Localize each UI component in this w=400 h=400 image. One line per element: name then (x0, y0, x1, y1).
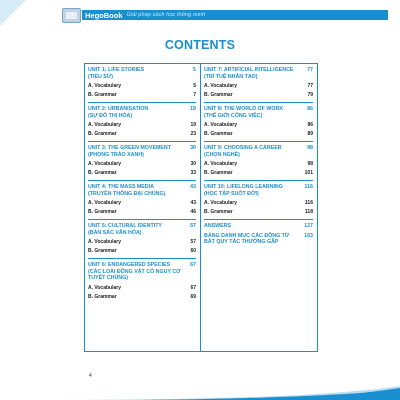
section-title-wrap (204, 184, 283, 197)
toc-entry-link[interactable] (88, 285, 196, 291)
entry-label: B. Grammar (204, 131, 233, 137)
section-title: UNIT 9: CHOOSING A CAREER (204, 145, 282, 151)
section-subtitle: (BẢN SẮC VĂN HÓA) (88, 229, 142, 236)
toc-section (201, 103, 317, 142)
toc-entry-link[interactable] (204, 209, 313, 215)
section-title: UNIT 2: URBANISATION (88, 106, 149, 112)
section-title: UNIT 10: LIFELONG LEARNING (204, 184, 283, 190)
section-title-wrap (204, 145, 282, 158)
entry-page: 98 (307, 161, 313, 167)
section-title-wrap (88, 223, 162, 236)
toc-entry-link[interactable] (204, 131, 313, 137)
section-subtitle: (THẾ GIỚI CÔNG VIỆC) (204, 112, 263, 119)
corner-decoration (0, 0, 26, 26)
section-heading-link[interactable] (88, 145, 196, 158)
section-subtitle: (TRUYỀN THÔNG ĐẠI CHÚNG) (88, 190, 166, 197)
entry-page: 118 (304, 209, 313, 215)
entry-page: 89 (307, 131, 313, 137)
entry-page: 60 (190, 248, 196, 254)
toc-entry-link[interactable] (204, 200, 313, 206)
section-heading-link[interactable] (88, 223, 196, 236)
section-title-wrap (204, 67, 293, 80)
section-title-wrap (88, 67, 144, 80)
section-page: 57 (190, 223, 196, 229)
toc-section (85, 181, 200, 220)
section-subtitle: (HỌC TẬP SUỐT ĐỜI) (204, 190, 259, 197)
section-subtitle: (CHỌN NGHỀ) (204, 151, 240, 158)
brand-name: HegoBook (85, 10, 123, 20)
section-page: 163 (304, 232, 313, 239)
section-page: 67 (190, 262, 196, 268)
entry-page: 79 (307, 92, 313, 98)
entry-label: A. Vocabulary (88, 161, 121, 167)
page-number: 4 (89, 373, 92, 379)
toc-section (201, 181, 317, 220)
toc-entry-link[interactable] (88, 294, 196, 300)
entry-label: B. Grammar (204, 209, 233, 215)
entry-label: A. Vocabulary (204, 83, 237, 89)
book-logo-icon (62, 8, 81, 23)
entry-label: A. Vocabulary (88, 284, 121, 291)
toc-section (85, 142, 200, 181)
entry-page: 43 (190, 200, 196, 206)
entry-page: 7 (193, 92, 196, 98)
entry-page: 116 (304, 200, 313, 206)
section-heading-link[interactable] (88, 67, 196, 80)
entry-label: A. Vocabulary (88, 122, 121, 128)
entry-label: A. Vocabulary (204, 200, 237, 206)
entry-page: 101 (304, 170, 313, 176)
toc-section (201, 64, 317, 103)
section-heading-link[interactable] (204, 67, 313, 80)
section-subtitle: BẤT QUY TẮC THƯỜNG GẶP (204, 239, 279, 245)
section-heading-link[interactable] (88, 106, 196, 119)
section-subtitle: (CÁC LOÀI ĐỘNG VẬT CÓ NGUY CƠ TUYỆT CHỦNG) (88, 268, 181, 281)
section-title-wrap (88, 184, 165, 197)
toc-entry-link[interactable] (88, 131, 196, 137)
toc-entry-link[interactable] (204, 170, 313, 176)
section-page: 30 (190, 145, 196, 151)
section-heading-link[interactable] (204, 145, 313, 158)
section-title-wrap (204, 106, 283, 119)
section-subtitle: (PHONG TRÀO XANH) (88, 151, 144, 158)
toc-section (85, 103, 200, 142)
entry-label: B. Grammar (88, 248, 117, 254)
section-title-wrap (204, 223, 231, 230)
section-title-wrap (88, 106, 148, 119)
toc-entry-link[interactable] (88, 161, 196, 167)
toc-entry-link[interactable] (88, 239, 196, 245)
entry-page: 77 (307, 83, 313, 89)
page-title: CONTENTS (164, 38, 236, 52)
entry-page: 30 (190, 161, 196, 167)
section-title-wrap (88, 145, 171, 158)
section-title: UNIT 3: THE GREEN MOVEMENT (88, 145, 171, 151)
entry-page: 69 (190, 293, 196, 300)
toc-section (201, 220, 317, 230)
entry-page: 23 (190, 131, 196, 137)
entry-page: 57 (190, 239, 196, 245)
section-page: 98 (307, 145, 313, 151)
entry-label: A. Vocabulary (88, 239, 121, 245)
toc-entry-link[interactable] (88, 248, 196, 254)
entry-page: 33 (190, 170, 196, 176)
entry-label: B. Grammar (204, 92, 233, 98)
entry-label: A. Vocabulary (204, 122, 237, 128)
section-subtitle: (TIỂU SỬ) (88, 73, 113, 80)
entry-page: 86 (307, 122, 313, 128)
entry-label: A. Vocabulary (88, 200, 121, 206)
entry-label: B. Grammar (204, 170, 233, 176)
entry-page: 46 (190, 209, 196, 215)
section-subtitle: (TRÍ TUỆ NHÂN TẠO) (204, 73, 258, 80)
brand-bar (82, 10, 388, 20)
section-page: 43 (190, 184, 196, 190)
entry-label: B. Grammar (88, 170, 117, 176)
toc-entry-link[interactable] (204, 161, 313, 167)
toc-section (85, 259, 200, 300)
toc-entry-link[interactable] (204, 83, 313, 89)
toc-section (201, 142, 317, 181)
section-title: ANSWERS (204, 223, 232, 229)
toc-section (201, 230, 317, 246)
toc-entry-link[interactable] (88, 122, 196, 128)
section-page: 116 (304, 184, 313, 190)
entry-page: 19 (190, 122, 196, 128)
section-title: UNIT 4: THE MASS MEDIA (88, 184, 154, 190)
section-page: 19 (190, 106, 196, 112)
entry-label: B. Grammar (88, 293, 117, 300)
entry-label: A. Vocabulary (204, 161, 237, 167)
toc-entry-link[interactable] (88, 170, 196, 176)
section-title-wrap (204, 233, 289, 246)
section-heading-link[interactable] (88, 262, 196, 282)
entry-label: B. Grammar (88, 92, 117, 98)
toc-entry-link[interactable] (204, 122, 313, 128)
section-heading-link[interactable] (204, 106, 313, 119)
toc-section (85, 64, 200, 103)
toc-column (84, 63, 201, 352)
section-page: 127 (304, 223, 313, 229)
section-title: UNIT 5: CULTURAL IDENTITY (88, 223, 162, 229)
section-title: UNIT 1: LIFE STORIES (88, 67, 145, 73)
section-title: BẢNG DANH MỤC CÁC ĐỘNG TỪ (204, 232, 290, 239)
section-heading-link[interactable] (88, 184, 196, 197)
entry-label: B. Grammar (88, 131, 117, 137)
section-heading-link[interactable] (204, 233, 313, 246)
toc-entry-link[interactable] (88, 200, 196, 206)
toc-entry-link[interactable] (88, 92, 196, 98)
section-page: 77 (307, 67, 313, 73)
bottom-wave-decoration (20, 384, 400, 400)
toc-entry-link[interactable] (88, 83, 196, 89)
toc-entry-link[interactable] (88, 209, 196, 215)
section-title: UNIT 8: THE WORLD OF WORK (204, 106, 284, 112)
toc-column (201, 63, 318, 352)
section-page: 5 (193, 67, 196, 73)
section-title: UNIT 7: ARTIFICIAL INTELLIGENCE (204, 67, 294, 73)
section-subtitle: (SỰ ĐÔ THỊ HÓA) (88, 112, 133, 119)
entry-page: 5 (193, 83, 196, 89)
entry-page: 67 (190, 284, 196, 291)
entry-label: A. Vocabulary (88, 83, 121, 89)
table-of-contents (84, 63, 318, 352)
toc-entry-link[interactable] (204, 92, 313, 98)
brand-tagline: Giải pháp sách học thông minh (126, 12, 206, 18)
section-title-wrap (88, 262, 187, 282)
entry-label: B. Grammar (88, 209, 117, 215)
section-title: UNIT 6: ENDANGERED SPECIES (88, 262, 171, 268)
toc-section (85, 220, 200, 259)
section-page: 86 (307, 106, 313, 112)
section-heading-link[interactable] (204, 184, 313, 197)
